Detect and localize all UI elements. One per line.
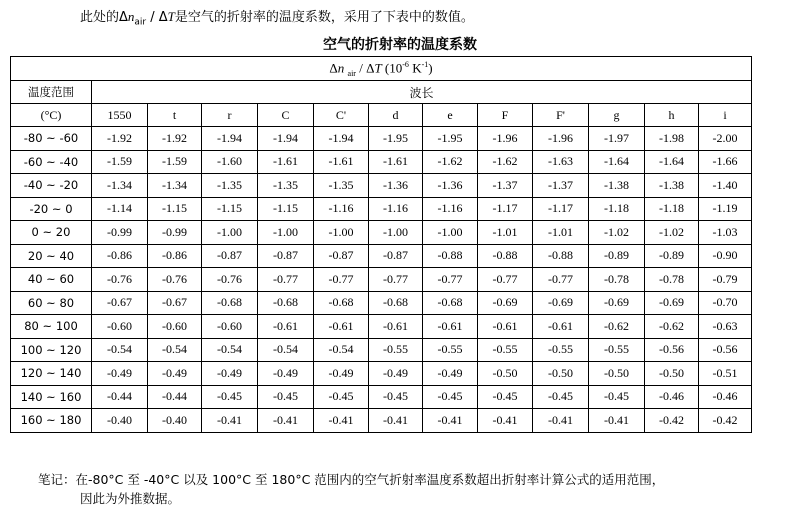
table-cell: -0.49	[314, 362, 369, 386]
table-cell: -1.95	[369, 127, 423, 151]
row-temp-range: 80 ~ 100	[11, 315, 92, 339]
table-cell: -0.41	[589, 409, 645, 433]
table-cell: -1.17	[533, 197, 589, 221]
table-row	[11, 362, 752, 386]
table-cell: -1.97	[589, 127, 645, 151]
table-cell: -0.77	[258, 268, 314, 292]
table-cell: -0.69	[478, 291, 533, 315]
table-cell: -1.15	[202, 197, 258, 221]
table-row	[11, 244, 752, 268]
row-temp-range: 0 ~ 20	[11, 221, 92, 245]
column-header: h	[645, 104, 699, 127]
column-header: F	[478, 104, 533, 127]
table-cell: -0.86	[92, 244, 148, 268]
temp-range-label: 温度范围	[11, 81, 92, 104]
table-cell: -1.00	[258, 221, 314, 245]
table-cell: -0.70	[699, 291, 752, 315]
table-cell: -1.17	[478, 197, 533, 221]
table-cell: -1.61	[258, 150, 314, 174]
table-cell: -0.86	[148, 244, 202, 268]
table-cell: -1.38	[589, 174, 645, 198]
table-cell: -0.69	[589, 291, 645, 315]
table-cell: -0.55	[478, 338, 533, 362]
table-cell: -1.03	[699, 221, 752, 245]
table-cell: -0.49	[258, 362, 314, 386]
table-cell: -0.61	[533, 315, 589, 339]
table-cell: -1.15	[258, 197, 314, 221]
table-row	[11, 174, 752, 198]
table-cell: -0.45	[423, 385, 478, 409]
table-cell: -0.55	[589, 338, 645, 362]
table-cell: -1.92	[92, 127, 148, 151]
table-cell: -1.37	[478, 174, 533, 198]
table-row	[11, 291, 752, 315]
table-cell: -1.00	[423, 221, 478, 245]
table-cell: -0.78	[589, 268, 645, 292]
table-cell: -0.76	[92, 268, 148, 292]
table-cell: -1.66	[699, 150, 752, 174]
table-cell: -1.18	[589, 197, 645, 221]
table-cell: -0.41	[478, 409, 533, 433]
table-cell: -0.90	[699, 244, 752, 268]
column-header: 1550	[92, 104, 148, 127]
table-cell: -0.68	[423, 291, 478, 315]
table-cell: -0.77	[369, 268, 423, 292]
table-cell: -0.77	[423, 268, 478, 292]
table-row	[11, 385, 752, 409]
table-row	[11, 338, 752, 362]
table-cell: -0.99	[92, 221, 148, 245]
table-cell: -2.00	[699, 127, 752, 151]
row-temp-range: 160 ~ 180	[11, 409, 92, 433]
column-header: g	[589, 104, 645, 127]
footnote-line-1: 笔记：在-80°C 至 -40°C 以及 100°C 至 180°C 范围内的空气折射率温度系数超出折射率计算公式的适用范围，	[38, 472, 665, 487]
table-row	[11, 127, 752, 151]
table-cell: -1.92	[148, 127, 202, 151]
table-row	[11, 197, 752, 221]
table-cell: -0.61	[314, 315, 369, 339]
table-cell: -0.49	[202, 362, 258, 386]
table-cell: -0.50	[589, 362, 645, 386]
row-temp-range: 100 ~ 120	[11, 338, 92, 362]
row-temp-range: 120 ~ 140	[11, 362, 92, 386]
table-cell: -0.62	[589, 315, 645, 339]
table-cell: -0.50	[645, 362, 699, 386]
table-cell: -0.61	[423, 315, 478, 339]
row-temp-range: 40 ~ 60	[11, 268, 92, 292]
table-row	[11, 221, 752, 245]
table-cell: -0.45	[314, 385, 369, 409]
row-temp-range: 60 ~ 80	[11, 291, 92, 315]
table-cell: -0.88	[423, 244, 478, 268]
table-cell: -0.42	[645, 409, 699, 433]
table-cell: -0.49	[369, 362, 423, 386]
table-cell: -0.41	[423, 409, 478, 433]
table-title: 空气的折射率的温度系数	[323, 37, 477, 53]
table-cell: -1.35	[258, 174, 314, 198]
table-cell: -1.98	[645, 127, 699, 151]
table-cell: -0.44	[92, 385, 148, 409]
table-cell: -0.40	[148, 409, 202, 433]
table-cell: -0.69	[645, 291, 699, 315]
column-header: r	[202, 104, 258, 127]
table-cell: -0.88	[533, 244, 589, 268]
table-cell: -0.78	[645, 268, 699, 292]
table-cell: -0.67	[148, 291, 202, 315]
table-cell: -0.76	[202, 268, 258, 292]
row-temp-range: 20 ~ 40	[11, 244, 92, 268]
table-cell: -1.62	[423, 150, 478, 174]
table-cell: -1.96	[533, 127, 589, 151]
table-cell: -1.96	[478, 127, 533, 151]
footnote-line-2: 因此为外推数据。	[80, 491, 181, 506]
table-cell: -0.55	[533, 338, 589, 362]
table-cell: -1.35	[202, 174, 258, 198]
table-cell: -0.45	[478, 385, 533, 409]
column-header: i	[699, 104, 752, 127]
table-cell: -0.56	[645, 338, 699, 362]
table-cell: -0.56	[699, 338, 752, 362]
table-cell: -1.94	[202, 127, 258, 151]
wavelength-label: 波长	[92, 81, 752, 104]
table-cell: -1.16	[423, 197, 478, 221]
table-cell: -0.54	[92, 338, 148, 362]
table-cell: -0.61	[258, 315, 314, 339]
table-cell: -0.41	[314, 409, 369, 433]
row-temp-range: 140 ~ 160	[11, 385, 92, 409]
intro-n: n	[127, 9, 135, 24]
table-cell: -0.54	[148, 338, 202, 362]
table-cell: -0.88	[478, 244, 533, 268]
table-cell: -0.77	[478, 268, 533, 292]
table-cell: -1.15	[148, 197, 202, 221]
table-cell: -0.67	[92, 291, 148, 315]
column-header: F'	[533, 104, 589, 127]
table-cell: -1.36	[369, 174, 423, 198]
row-temp-range: -80 ~ -60	[11, 127, 92, 151]
table-cell: -0.45	[369, 385, 423, 409]
table-cell: -0.77	[314, 268, 369, 292]
table-cell: -0.68	[202, 291, 258, 315]
column-header: C'	[314, 104, 369, 127]
table-cell: -0.87	[314, 244, 369, 268]
table-row	[11, 315, 752, 339]
table-cell: -1.35	[314, 174, 369, 198]
table-cell: -1.94	[258, 127, 314, 151]
table-cell: -1.59	[148, 150, 202, 174]
column-header: t	[148, 104, 202, 127]
table-cell: -1.02	[645, 221, 699, 245]
table-cell: -0.45	[533, 385, 589, 409]
intro-suffix: 是空气的折射率的温度系数，采用了下表中的数值。	[174, 10, 474, 25]
table-cell: -0.69	[533, 291, 589, 315]
table-cell: -1.64	[645, 150, 699, 174]
table-row	[11, 268, 752, 292]
table-cell: -1.63	[533, 150, 589, 174]
table-cell: -0.54	[258, 338, 314, 362]
table-cell: -0.87	[369, 244, 423, 268]
column-header: C	[258, 104, 314, 127]
table-cell: -1.94	[314, 127, 369, 151]
intro-prefix: 此处的Δ	[80, 10, 128, 25]
table-cell: -0.49	[92, 362, 148, 386]
column-header: e	[423, 104, 478, 127]
row-temp-range: -60 ~ -40	[11, 150, 92, 174]
table-cell: -0.68	[369, 291, 423, 315]
intro-text	[80, 6, 474, 28]
table-cell: -1.95	[423, 127, 478, 151]
table-cell: -0.63	[699, 315, 752, 339]
table-cell: -1.16	[369, 197, 423, 221]
table-cell: -1.64	[589, 150, 645, 174]
header-formula: Δn $_{air}$ / ΔT ($10^{-6}$ $K^{-1}$)	[11, 57, 752, 81]
table-cell: -0.87	[258, 244, 314, 268]
table-cell: -0.46	[645, 385, 699, 409]
intro-sub: air	[134, 17, 147, 28]
table-row	[11, 409, 752, 433]
intro-T: T	[167, 9, 175, 24]
table-cell: -1.59	[92, 150, 148, 174]
table-cell: -0.50	[533, 362, 589, 386]
table-cell: -1.14	[92, 197, 148, 221]
table-cell: -0.46	[699, 385, 752, 409]
table-cell: -0.60	[148, 315, 202, 339]
table-cell: -1.34	[148, 174, 202, 198]
table-cell: -0.89	[645, 244, 699, 268]
table-cell: -1.16	[314, 197, 369, 221]
table-cell: -0.61	[478, 315, 533, 339]
table-cell: -1.00	[202, 221, 258, 245]
table-cell: -1.40	[699, 174, 752, 198]
temperature-coefficient-table	[10, 56, 752, 433]
table-cell: -0.54	[314, 338, 369, 362]
table-cell: -0.60	[202, 315, 258, 339]
table-cell: -0.76	[148, 268, 202, 292]
row-temp-range: -20 ~ 0	[11, 197, 92, 221]
table-cell: -1.02	[589, 221, 645, 245]
temp-unit-label: (°C)	[11, 104, 92, 127]
table-cell: -1.61	[369, 150, 423, 174]
table-cell: -0.45	[589, 385, 645, 409]
table-cell: -0.40	[92, 409, 148, 433]
table-cell: -0.55	[423, 338, 478, 362]
table-cell: -1.01	[533, 221, 589, 245]
table-cell: -0.41	[369, 409, 423, 433]
table-cell: -1.00	[369, 221, 423, 245]
table-cell: -0.79	[699, 268, 752, 292]
table-cell: -1.61	[314, 150, 369, 174]
table-cell: -1.37	[533, 174, 589, 198]
table-cell: -0.42	[699, 409, 752, 433]
table-cell: -0.61	[369, 315, 423, 339]
table-cell: -1.18	[645, 197, 699, 221]
table-cell: -0.89	[589, 244, 645, 268]
table-cell: -0.45	[258, 385, 314, 409]
table-cell: -1.62	[478, 150, 533, 174]
table-cell: -0.41	[258, 409, 314, 433]
table-cell: -0.87	[202, 244, 258, 268]
table-cell: -0.55	[369, 338, 423, 362]
table-cell: -0.68	[258, 291, 314, 315]
table-cell: -0.68	[314, 291, 369, 315]
table-cell: -0.45	[202, 385, 258, 409]
table-cell: -0.49	[423, 362, 478, 386]
table-row	[11, 150, 752, 174]
table-cell: -1.36	[423, 174, 478, 198]
table-cell: -0.44	[148, 385, 202, 409]
table-cell: -1.60	[202, 150, 258, 174]
footnote	[38, 470, 664, 508]
table-cell: -0.49	[148, 362, 202, 386]
table-cell: -1.00	[314, 221, 369, 245]
table-cell: -0.50	[478, 362, 533, 386]
table-cell: -0.60	[92, 315, 148, 339]
table-cell: -0.77	[533, 268, 589, 292]
table-cell: -0.41	[533, 409, 589, 433]
table-cell: -1.34	[92, 174, 148, 198]
table-cell: -0.54	[202, 338, 258, 362]
column-header: d	[369, 104, 423, 127]
table-cell: -0.62	[645, 315, 699, 339]
table-cell: -0.51	[699, 362, 752, 386]
table-cell: -1.19	[699, 197, 752, 221]
table-cell: -1.38	[645, 174, 699, 198]
intro-slash: / Δ	[146, 10, 168, 25]
table-cell: -0.99	[148, 221, 202, 245]
table-cell: -1.01	[478, 221, 533, 245]
row-temp-range: -40 ~ -20	[11, 174, 92, 198]
table-cell: -0.41	[202, 409, 258, 433]
